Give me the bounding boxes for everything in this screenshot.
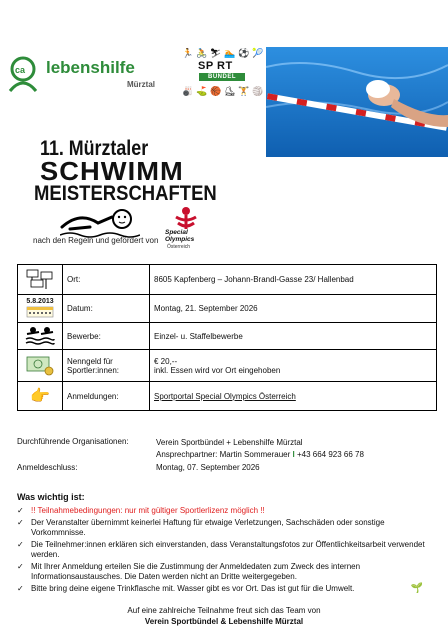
- so-line-3: Österreich: [167, 244, 191, 250]
- organizers-value: [156, 437, 364, 461]
- basketball-icon: 🏀: [210, 86, 222, 96]
- org-region: Mürztal: [127, 80, 155, 89]
- location-signs-icon: [18, 265, 63, 295]
- note-text-bottle: Bitte bring deine eigene Trinkflasche mit. Wasser gibt es vor Ort. Das ist gut für die Umwelt.: [31, 583, 355, 593]
- subtitle: nach den Regeln und gefördert von: [33, 236, 159, 245]
- note-text-photos: Die Teilnehmer:innen erklären sich einverstanden, dass Veranstaltungsfotos zur Öffentlichkeitsarbeit verwendet werden.: [31, 539, 425, 559]
- bewerbe-value: Einzel- u. Staffelbewerbe: [150, 323, 437, 350]
- list-item: [17, 540, 437, 561]
- sport-logo-bar: BÜNDEL: [199, 73, 245, 81]
- money-icon: [18, 350, 63, 382]
- check-icon: ✓: [17, 561, 24, 571]
- contact-phone[interactable]: +43 664 923 66 78: [296, 450, 364, 459]
- title-line-2: SCHWIMM: [40, 156, 184, 186]
- ball-icon: ⚽: [238, 48, 250, 58]
- check-icon: ✓: [17, 517, 24, 527]
- footer-line-1: Auf eine zahlreiche Teilnahme freut sich das Team von: [127, 606, 321, 615]
- sportportal-link[interactable]: Sportportal Special Olympics Österreich: [154, 391, 296, 401]
- title-line-1: 11. Mürztaler: [40, 137, 149, 160]
- anmeldung-label: Anmeldungen:: [63, 382, 150, 411]
- special-olympics-logo-icon: [172, 205, 200, 231]
- ort-label: Ort:: [63, 265, 150, 295]
- contact-separator: I: [292, 450, 295, 459]
- note-text-license: !! Teilnahmebedingungen: nur mit gültiger Sportlerlizenz möglich !!: [31, 506, 265, 515]
- note-text-privacy: Mit Ihrer Anmeldung erteilen Sie die Zustimmung der Anmeldedaten zum Zweck des internen Informationsaustausches. Die Daten werden nicht an Dritte weitergegeben.: [31, 561, 361, 581]
- plant-icon: 🌱: [410, 582, 423, 594]
- note-text-liability: Der Veranstalter übernimmt keinerlei Haftung für etwaige Verletzungen, Sachschäden oder sonstige Vorkommnisse.: [31, 517, 385, 537]
- check-icon: ✓: [17, 583, 24, 593]
- lebenshilfe-logo-icon: [6, 55, 40, 95]
- list-item: [17, 518, 437, 539]
- tennis-icon: 🎾: [252, 48, 264, 58]
- so-line-2: Olympics: [165, 236, 195, 243]
- deadline-label: Anmeldeschluss:: [17, 463, 78, 472]
- footer-line-2: Verein Sportbündel & Lebenshilfe Mürztal: [144, 617, 304, 626]
- volley-icon: 🏐: [252, 86, 264, 96]
- swimming-photo: [266, 47, 448, 157]
- nenngeld-label: [63, 350, 150, 382]
- datum-label: Datum:: [63, 295, 150, 323]
- table-row-bewerbe: [18, 323, 437, 350]
- table-row-datum: [18, 295, 437, 323]
- swim-icon: 🏊: [224, 48, 236, 58]
- organizers-label: Durchführende Organisationen:: [17, 437, 129, 446]
- check-icon: ✓: [17, 506, 24, 515]
- ort-value: 8605 Kapfenberg – Johann-Brandl-Gasse 23/ Hallenbad: [150, 265, 437, 295]
- contact-line: [156, 449, 364, 461]
- nenngeld-note: inkl. Essen wird vor Ort eingehoben: [154, 365, 281, 375]
- contact-person: Ansprechpartner: Martin Sommerauer: [156, 450, 291, 459]
- swimmers-icon: [18, 323, 63, 350]
- check-icon: ✓: [17, 539, 24, 549]
- golf-icon: ⛳: [196, 86, 208, 96]
- nenngeld-label-line-2: Sportler:innen:: [67, 365, 120, 375]
- so-line-1: Special: [165, 229, 188, 236]
- deadline-value: Montag, 07. September 2026: [156, 463, 260, 472]
- skate-icon: ⛸: [224, 86, 236, 96]
- svg-text:ca: ca: [15, 65, 26, 75]
- list-item: [17, 506, 437, 517]
- notes-list: [17, 506, 437, 595]
- list-item: [17, 562, 437, 583]
- table-row-ort: [18, 265, 437, 295]
- list-item: [17, 584, 437, 595]
- nenngeld-amount: € 20,--: [154, 356, 178, 366]
- ski-icon: ⛷: [210, 48, 222, 58]
- table-row-nenngeld: [18, 350, 437, 382]
- calendar-icon-date: 5.8.2013: [26, 297, 54, 305]
- pointing-hand-icon: 👉: [18, 382, 63, 411]
- anmeldung-cell: [150, 382, 437, 411]
- bike-icon: 🚴: [196, 48, 208, 58]
- sport-logo-text: SP RT: [198, 60, 233, 72]
- nenngeld-label-line-1: Nenngeld für: [67, 356, 113, 366]
- runner-icon: 🏃: [182, 48, 194, 58]
- bewerbe-label: Bewerbe:: [63, 323, 150, 350]
- organizers-names: Verein Sportbündel + Lebenshilfe Mürztal: [156, 438, 303, 447]
- title-line-3: MEISTERSCHAFTEN: [34, 182, 217, 205]
- notes-heading: Was wichtig ist:: [17, 492, 85, 502]
- event-info-table: [17, 264, 437, 411]
- nenngeld-value: [150, 350, 437, 382]
- org-name: lebenshilfe: [46, 58, 135, 77]
- table-row-anmeldung: [18, 382, 437, 411]
- lift-icon: 🏋: [238, 86, 250, 96]
- bowling-icon: 🎳: [182, 86, 194, 96]
- calendar-icon: [18, 295, 63, 323]
- datum-value: Montag, 21. September 2026: [150, 295, 437, 323]
